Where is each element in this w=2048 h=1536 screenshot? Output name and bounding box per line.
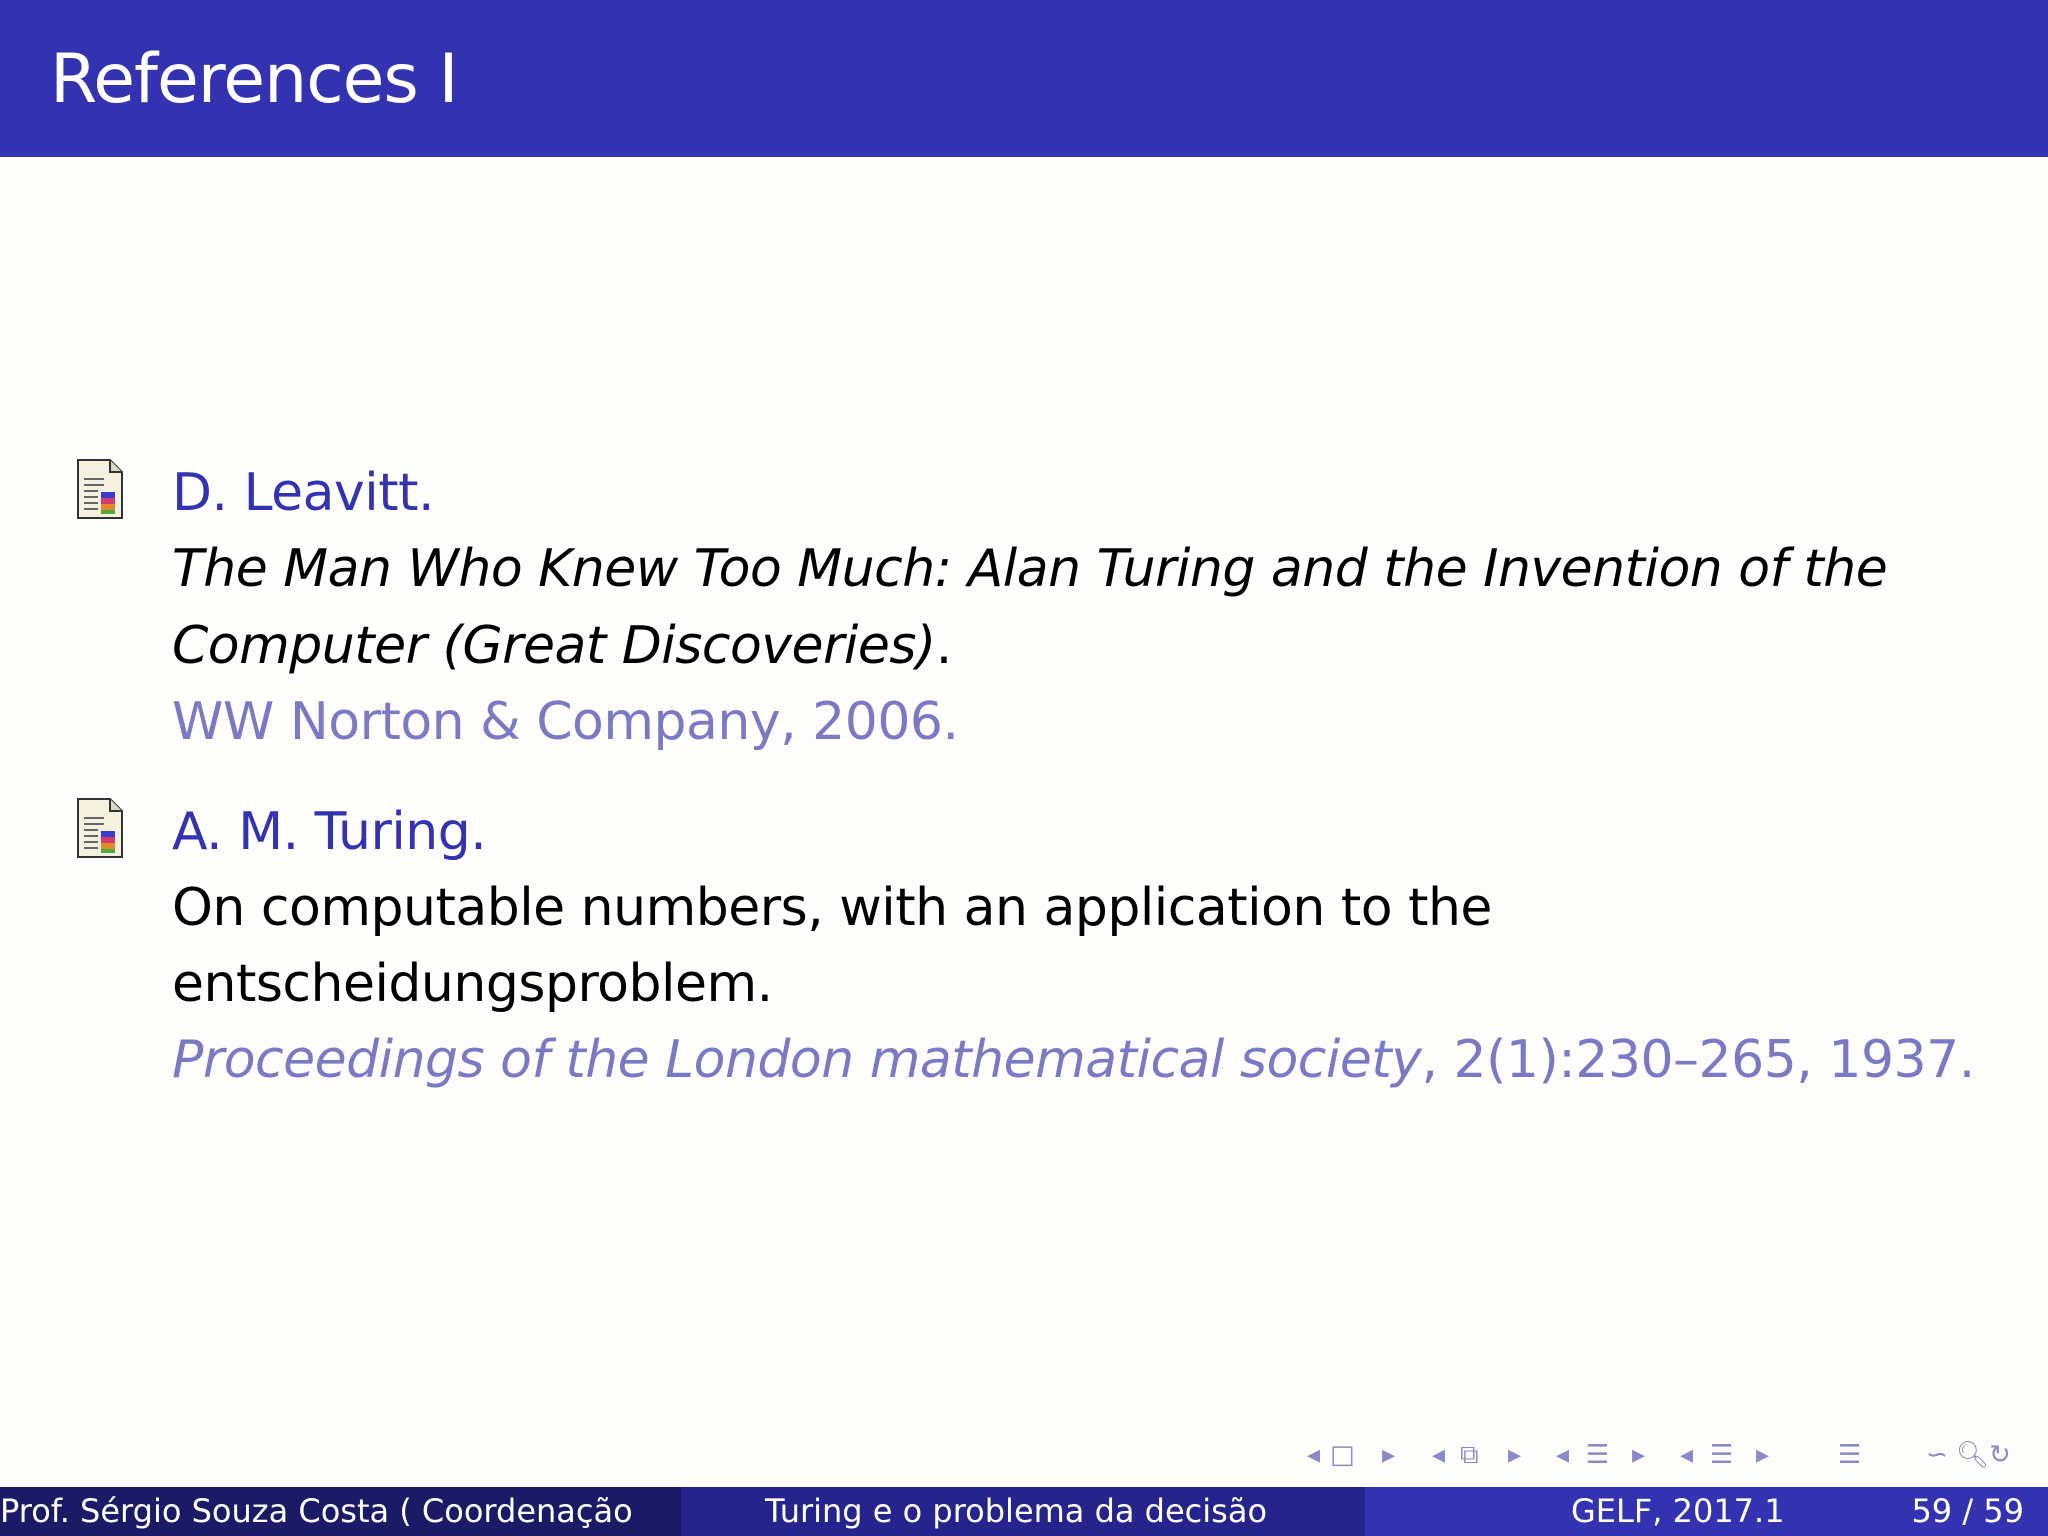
slide-title: References I: [50, 40, 458, 119]
footer-page-number: 59 / 59: [1911, 1492, 2024, 1530]
footer-author: Prof. Sérgio Souza Costa ( Coordenação: [0, 1492, 633, 1530]
footer: [0, 1487, 2048, 1536]
reference-journal-details: , 2(1):230–265, 1937.: [1421, 1030, 1975, 1090]
nav-left-arrow-icon[interactable]: ◂: [1432, 1440, 1446, 1470]
navigation-symbols: [1300, 1440, 2040, 1470]
footer-info-segment: [1365, 1487, 2048, 1536]
reference-journal: Proceedings of the London mathematical society: [172, 1030, 1422, 1090]
reference-title-line: [172, 616, 952, 676]
frame-icon[interactable]: □: [1330, 1440, 1355, 1470]
reference-publisher: WW Norton & Company, 2006.: [172, 692, 959, 752]
footer-author-segment: [0, 1487, 681, 1536]
nav-left-arrow-icon[interactable]: ◂: [1680, 1440, 1694, 1470]
article-document-icon: [76, 797, 124, 859]
nav-right-arrow-icon[interactable]: ▸: [1382, 1440, 1396, 1470]
subsection-icon[interactable]: ⧉: [1460, 1440, 1479, 1470]
reference-author: D. Leavitt.: [172, 463, 435, 523]
section-icon[interactable]: ☰: [1710, 1440, 1734, 1470]
book-document-icon: [76, 458, 124, 520]
footer-title-segment: [681, 1487, 1365, 1536]
footer-venue: GELF, 2017.1: [1571, 1492, 1785, 1530]
reference-title-punct: .: [935, 616, 952, 676]
outline-icon[interactable]: ☰: [1838, 1440, 1862, 1470]
nav-right-arrow-icon[interactable]: ▸: [1632, 1440, 1646, 1470]
reference-title-text: Computer (Great Discoveries): [172, 616, 936, 676]
nav-left-arrow-icon[interactable]: ◂: [1556, 1440, 1570, 1470]
reference-title-line: entscheidungsproblem.: [172, 954, 773, 1014]
section-icon[interactable]: ☰: [1586, 1440, 1610, 1470]
reference-publisher: [172, 1030, 1975, 1090]
title-bar: [0, 0, 2048, 157]
footer-talk-title: Turing e o problema da decisão: [765, 1492, 1268, 1530]
nav-right-arrow-icon[interactable]: ▸: [1756, 1440, 1770, 1470]
nav-right-arrow-icon[interactable]: ▸: [1508, 1440, 1522, 1470]
search-loop-icon[interactable]: ∽ 🔍︎↻: [1926, 1440, 2011, 1470]
nav-left-arrow-icon[interactable]: ◂: [1307, 1440, 1321, 1470]
reference-author: A. M. Turing.: [172, 802, 487, 862]
reference-title-line: The Man Who Knew Too Much: Alan Turing and the Invention of the: [172, 539, 1888, 599]
reference-title-line: On computable numbers, with an application to the: [172, 878, 1492, 938]
